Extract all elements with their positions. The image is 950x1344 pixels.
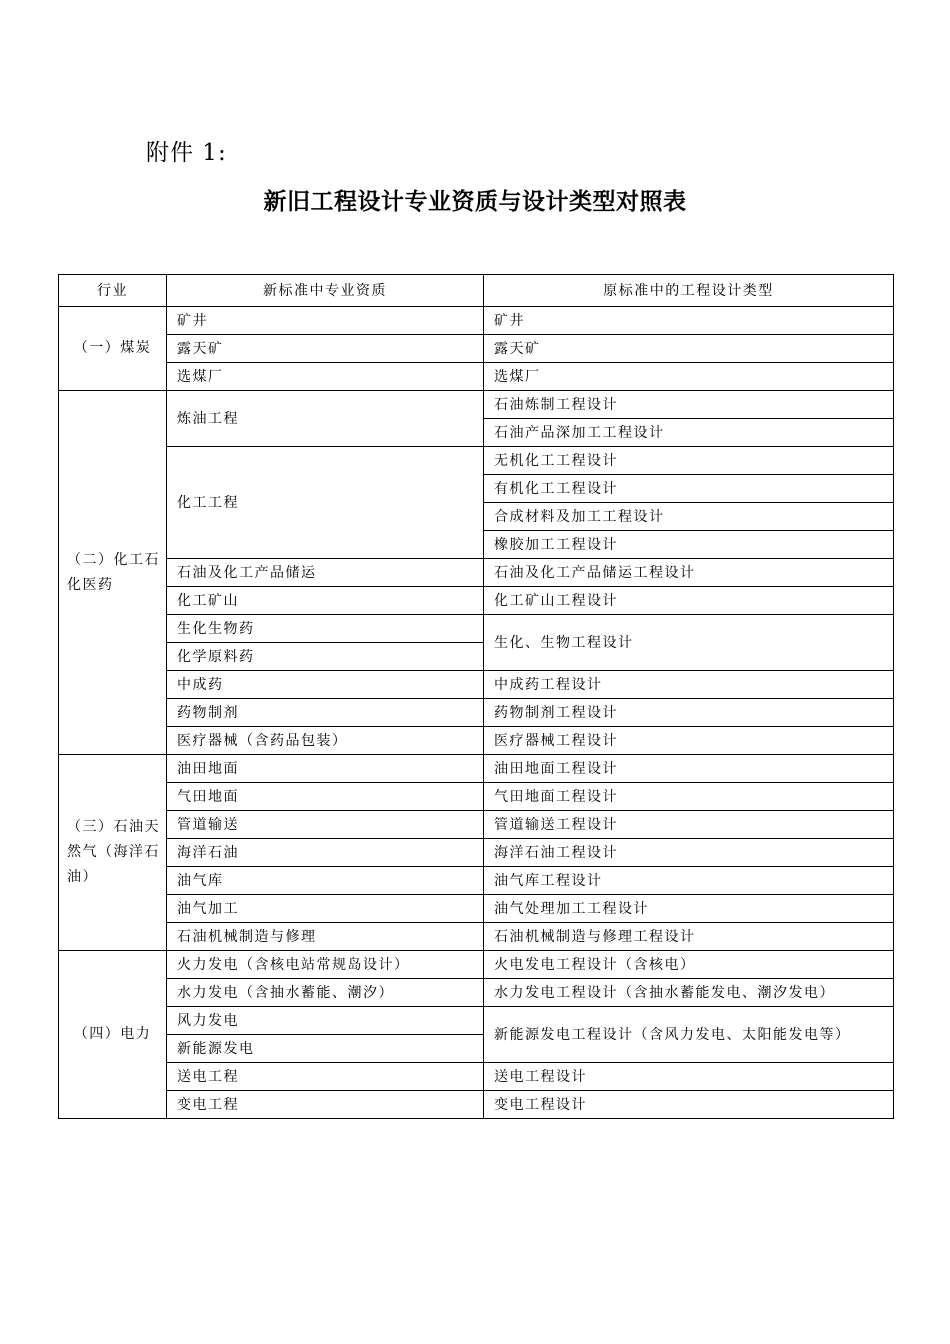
table-row <box>59 1007 894 1035</box>
new-qualification-cell: 油田地面 <box>167 755 484 783</box>
header-industry: 行业 <box>59 275 167 307</box>
new-qualification-cell: 风力发电 <box>167 1007 484 1035</box>
new-qualification-cell: 火力发电（含核电站常规岛设计） <box>167 951 484 979</box>
old-design-type-cell: 有机化工工程设计 <box>484 475 894 503</box>
new-qualification-cell: 油气加工 <box>167 895 484 923</box>
new-qualification-cell: 石油机械制造与修理 <box>167 923 484 951</box>
old-design-type-cell: 矿井 <box>484 307 894 335</box>
table-row <box>59 307 894 335</box>
old-design-type-cell: 露天矿 <box>484 335 894 363</box>
document-title: 新旧工程设计专业资质与设计类型对照表 <box>263 189 687 215</box>
old-design-type-cell: 管道输送工程设计 <box>484 811 894 839</box>
new-qualification-cell: 矿井 <box>167 307 484 335</box>
old-design-type-cell: 变电工程设计 <box>484 1091 894 1119</box>
new-qualification-cell: 送电工程 <box>167 1063 484 1091</box>
table-row <box>59 755 894 783</box>
attachment-label: 附件 1: <box>146 140 227 166</box>
industry-cell: （一）煤炭 <box>59 307 167 391</box>
old-design-type-cell: 药物制剂工程设计 <box>484 699 894 727</box>
new-qualification-cell: 管道输送 <box>167 811 484 839</box>
old-design-type-cell: 生化、生物工程设计 <box>484 615 894 671</box>
table-header-row <box>59 275 894 307</box>
old-design-type-cell: 油田地面工程设计 <box>484 755 894 783</box>
table-row <box>59 951 894 979</box>
table-row <box>59 335 894 363</box>
old-design-type-cell: 石油机械制造与修理工程设计 <box>484 923 894 951</box>
header-old-design-type: 原标准中的工程设计类型 <box>484 275 894 307</box>
new-qualification-cell: 医疗器械（含药品包装） <box>167 727 484 755</box>
new-qualification-cell: 新能源发电 <box>167 1035 484 1063</box>
old-design-type-cell: 送电工程设计 <box>484 1063 894 1091</box>
old-design-type-cell: 水力发电工程设计（含抽水蓄能发电、潮汐发电） <box>484 979 894 1007</box>
old-design-type-cell: 海洋石油工程设计 <box>484 839 894 867</box>
old-design-type-cell: 中成药工程设计 <box>484 671 894 699</box>
new-qualification-cell: 化学原料药 <box>167 643 484 671</box>
new-qualification-cell: 变电工程 <box>167 1091 484 1119</box>
table-row <box>59 1063 894 1091</box>
new-qualification-cell: 油气库 <box>167 867 484 895</box>
table-row <box>59 811 894 839</box>
new-qualification-cell: 水力发电（含抽水蓄能、潮汐） <box>167 979 484 1007</box>
old-design-type-cell: 气田地面工程设计 <box>484 783 894 811</box>
table-row <box>59 979 894 1007</box>
table-row <box>59 671 894 699</box>
old-design-type-cell: 油气库工程设计 <box>484 867 894 895</box>
table-row <box>59 783 894 811</box>
old-design-type-cell: 医疗器械工程设计 <box>484 727 894 755</box>
old-design-type-cell: 化工矿山工程设计 <box>484 587 894 615</box>
new-qualification-cell: 中成药 <box>167 671 484 699</box>
old-design-type-cell: 石油炼制工程设计 <box>484 391 894 419</box>
table-row <box>59 559 894 587</box>
old-design-type-cell: 石油产品深加工工程设计 <box>484 419 894 447</box>
header-new-qualification: 新标准中专业资质 <box>167 275 484 307</box>
comparison-table <box>58 274 894 1119</box>
table-row <box>59 727 894 755</box>
old-design-type-cell: 选煤厂 <box>484 363 894 391</box>
old-design-type-cell: 新能源发电工程设计（含风力发电、太阳能发电等） <box>484 1007 894 1063</box>
new-qualification-cell: 化工工程 <box>167 447 484 559</box>
old-design-type-cell: 橡胶加工工程设计 <box>484 531 894 559</box>
new-qualification-cell: 海洋石油 <box>167 839 484 867</box>
table-row <box>59 1091 894 1119</box>
table-row <box>59 587 894 615</box>
old-design-type-cell: 合成材料及加工工程设计 <box>484 503 894 531</box>
industry-cell: （三）石油天然气（海洋石油） <box>59 755 167 951</box>
table-row <box>59 363 894 391</box>
table-row <box>59 867 894 895</box>
new-qualification-cell: 露天矿 <box>167 335 484 363</box>
old-design-type-cell: 石油及化工产品储运工程设计 <box>484 559 894 587</box>
new-qualification-cell: 气田地面 <box>167 783 484 811</box>
table-row <box>59 615 894 643</box>
old-design-type-cell: 无机化工工程设计 <box>484 447 894 475</box>
new-qualification-cell: 炼油工程 <box>167 391 484 447</box>
industry-cell: （四）电力 <box>59 951 167 1119</box>
table-row <box>59 895 894 923</box>
table-row <box>59 839 894 867</box>
new-qualification-cell: 选煤厂 <box>167 363 484 391</box>
new-qualification-cell: 生化生物药 <box>167 615 484 643</box>
table-row <box>59 699 894 727</box>
new-qualification-cell: 药物制剂 <box>167 699 484 727</box>
new-qualification-cell: 化工矿山 <box>167 587 484 615</box>
old-design-type-cell: 火电发电工程设计（含核电） <box>484 951 894 979</box>
table-row <box>59 391 894 419</box>
table-row <box>59 447 894 475</box>
table-row <box>59 923 894 951</box>
new-qualification-cell: 石油及化工产品储运 <box>167 559 484 587</box>
industry-cell: （二）化工石化医药 <box>59 391 167 755</box>
old-design-type-cell: 油气处理加工工程设计 <box>484 895 894 923</box>
